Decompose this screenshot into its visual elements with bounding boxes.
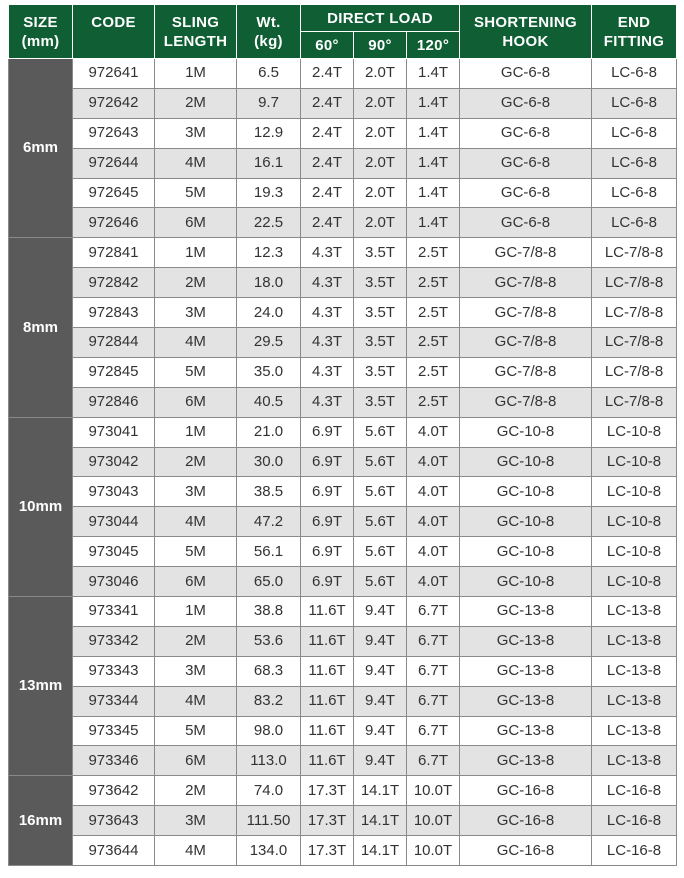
end-fitting-cell: LC-10-8 [592,507,677,537]
load-120-cell: 1.4T [407,59,460,89]
weight-cell: 68.3 [237,656,301,686]
load-90-cell: 14.1T [354,836,407,866]
load-90-cell: 3.5T [354,357,407,387]
load-120-cell: 2.5T [407,387,460,417]
code-cell: 973643 [73,806,155,836]
header-size-label: SIZE (mm) [21,13,60,50]
weight-cell: 9.7 [237,88,301,118]
table-row [9,567,677,597]
shortening-hook-cell: GC-10-8 [460,537,592,567]
table-row [9,537,677,567]
table-row [9,118,677,148]
end-fitting-cell: LC-10-8 [592,537,677,567]
size-cell: 10mm [9,417,73,596]
code-cell: 972845 [73,357,155,387]
weight-cell: 24.0 [237,298,301,328]
weight-cell: 12.9 [237,118,301,148]
sling-length-cell: 2M [155,626,237,656]
shortening-hook-cell: GC-6-8 [460,118,592,148]
weight-cell: 65.0 [237,567,301,597]
shortening-hook-cell: GC-7/8-8 [460,357,592,387]
table-row [9,656,677,686]
end-fitting-cell: LC-13-8 [592,686,677,716]
table-row [9,417,677,447]
load-120-cell: 1.4T [407,118,460,148]
header-shortening-hook-label: SHORTENING HOOK [474,13,578,50]
sling-length-cell: 3M [155,298,237,328]
sling-length-cell: 2M [155,776,237,806]
shortening-hook-cell: GC-16-8 [460,836,592,866]
header-angle-60: 60° [301,32,354,59]
end-fitting-cell: LC-7/8-8 [592,238,677,268]
load-60-cell: 6.9T [301,567,354,597]
load-120-cell: 6.7T [407,686,460,716]
load-90-cell: 2.0T [354,208,407,238]
load-120-cell: 2.5T [407,328,460,358]
shortening-hook-cell: GC-10-8 [460,567,592,597]
end-fitting-cell: LC-6-8 [592,118,677,148]
load-120-cell: 1.4T [407,148,460,178]
sling-length-cell: 4M [155,507,237,537]
sling-length-cell: 2M [155,88,237,118]
load-90-cell: 5.6T [354,447,407,477]
load-60-cell: 4.3T [301,298,354,328]
end-fitting-cell: LC-10-8 [592,567,677,597]
load-60-cell: 17.3T [301,776,354,806]
end-fitting-cell: LC-6-8 [592,208,677,238]
code-cell: 973042 [73,447,155,477]
sling-length-cell: 6M [155,567,237,597]
sling-length-cell: 4M [155,836,237,866]
shortening-hook-cell: GC-13-8 [460,597,592,627]
end-fitting-cell: LC-7/8-8 [592,268,677,298]
end-fitting-cell: LC-7/8-8 [592,328,677,358]
shortening-hook-cell: GC-10-8 [460,477,592,507]
header-weight-label: Wt. (kg) [254,13,283,50]
code-cell: 973345 [73,716,155,746]
weight-cell: 113.0 [237,746,301,776]
header-end-fitting [592,5,677,59]
code-cell: 973644 [73,836,155,866]
load-120-cell: 6.7T [407,656,460,686]
load-90-cell: 5.6T [354,507,407,537]
load-60-cell: 4.3T [301,238,354,268]
table-row [9,59,677,89]
load-120-cell: 10.0T [407,836,460,866]
size-cell: 6mm [9,59,73,238]
shortening-hook-cell: GC-13-8 [460,746,592,776]
shortening-hook-cell: GC-6-8 [460,88,592,118]
code-cell: 973642 [73,776,155,806]
load-90-cell: 9.4T [354,686,407,716]
table-row [9,268,677,298]
table-row [9,776,677,806]
weight-cell: 53.6 [237,626,301,656]
table-row [9,447,677,477]
shortening-hook-cell: GC-6-8 [460,178,592,208]
sling-length-cell: 3M [155,118,237,148]
weight-cell: 16.1 [237,148,301,178]
load-60-cell: 2.4T [301,148,354,178]
header-code: CODE [73,5,155,59]
end-fitting-cell: LC-10-8 [592,477,677,507]
table-row [9,298,677,328]
load-60-cell: 17.3T [301,836,354,866]
sling-length-cell: 5M [155,178,237,208]
table-header [9,5,677,59]
load-120-cell: 6.7T [407,716,460,746]
load-90-cell: 9.4T [354,656,407,686]
sling-length-cell: 1M [155,597,237,627]
code-cell: 973041 [73,417,155,447]
end-fitting-cell: LC-10-8 [592,447,677,477]
load-60-cell: 4.3T [301,268,354,298]
load-120-cell: 4.0T [407,537,460,567]
weight-cell: 21.0 [237,417,301,447]
load-120-cell: 4.0T [407,477,460,507]
load-60-cell: 11.6T [301,626,354,656]
load-60-cell: 6.9T [301,537,354,567]
load-60-cell: 6.9T [301,417,354,447]
load-120-cell: 1.4T [407,88,460,118]
load-90-cell: 3.5T [354,238,407,268]
weight-cell: 18.0 [237,268,301,298]
code-cell: 973044 [73,507,155,537]
end-fitting-cell: LC-6-8 [592,178,677,208]
load-120-cell: 2.5T [407,238,460,268]
load-60-cell: 11.6T [301,656,354,686]
sling-length-cell: 1M [155,238,237,268]
code-cell: 972842 [73,268,155,298]
weight-cell: 12.3 [237,238,301,268]
weight-cell: 38.5 [237,477,301,507]
header-weight [237,5,301,59]
sling-length-cell: 3M [155,477,237,507]
load-120-cell: 6.7T [407,597,460,627]
shortening-hook-cell: GC-6-8 [460,59,592,89]
table-row [9,716,677,746]
sling-length-cell: 1M [155,417,237,447]
table-body [9,59,677,866]
weight-cell: 40.5 [237,387,301,417]
table-row [9,357,677,387]
sling-length-cell: 6M [155,387,237,417]
load-90-cell: 2.0T [354,59,407,89]
shortening-hook-cell: GC-10-8 [460,447,592,477]
load-120-cell: 4.0T [407,507,460,537]
load-90-cell: 14.1T [354,776,407,806]
code-cell: 973346 [73,746,155,776]
code-cell: 973343 [73,656,155,686]
table-row [9,387,677,417]
end-fitting-cell: LC-6-8 [592,59,677,89]
table-row [9,328,677,358]
code-cell: 973043 [73,477,155,507]
header-direct-load: DIRECT LOAD [301,5,460,32]
load-60-cell: 11.6T [301,597,354,627]
load-120-cell: 1.4T [407,178,460,208]
shortening-hook-cell: GC-16-8 [460,776,592,806]
weight-cell: 111.50 [237,806,301,836]
load-60-cell: 2.4T [301,88,354,118]
code-cell: 972844 [73,328,155,358]
load-90-cell: 9.4T [354,746,407,776]
code-cell: 972643 [73,118,155,148]
weight-cell: 98.0 [237,716,301,746]
table-row [9,238,677,268]
sling-length-cell: 6M [155,208,237,238]
shortening-hook-cell: GC-6-8 [460,148,592,178]
weight-cell: 29.5 [237,328,301,358]
code-cell: 973342 [73,626,155,656]
load-90-cell: 3.5T [354,268,407,298]
code-cell: 972641 [73,59,155,89]
sling-length-cell: 4M [155,148,237,178]
sling-length-cell: 5M [155,357,237,387]
end-fitting-cell: LC-6-8 [592,88,677,118]
weight-cell: 30.0 [237,447,301,477]
sling-length-cell: 2M [155,268,237,298]
sling-spec-table [8,4,677,866]
shortening-hook-cell: GC-7/8-8 [460,298,592,328]
end-fitting-cell: LC-6-8 [592,148,677,178]
header-shortening-hook [460,5,592,59]
code-cell: 972843 [73,298,155,328]
table-row [9,597,677,627]
table-row [9,507,677,537]
load-60-cell: 11.6T [301,686,354,716]
load-60-cell: 6.9T [301,507,354,537]
table-row [9,806,677,836]
shortening-hook-cell: GC-13-8 [460,716,592,746]
end-fitting-cell: LC-7/8-8 [592,357,677,387]
weight-cell: 19.3 [237,178,301,208]
sling-length-cell: 4M [155,686,237,716]
load-90-cell: 2.0T [354,88,407,118]
load-90-cell: 5.6T [354,537,407,567]
table-row [9,626,677,656]
shortening-hook-cell: GC-7/8-8 [460,238,592,268]
code-cell: 972642 [73,88,155,118]
sling-length-cell: 6M [155,746,237,776]
load-120-cell: 10.0T [407,806,460,836]
end-fitting-cell: LC-13-8 [592,626,677,656]
end-fitting-cell: LC-7/8-8 [592,387,677,417]
load-120-cell: 10.0T [407,776,460,806]
weight-cell: 35.0 [237,357,301,387]
shortening-hook-cell: GC-13-8 [460,656,592,686]
header-angle-90: 90° [354,32,407,59]
shortening-hook-cell: GC-16-8 [460,806,592,836]
load-120-cell: 4.0T [407,567,460,597]
load-90-cell: 3.5T [354,387,407,417]
table-row [9,686,677,716]
table-row [9,178,677,208]
table-row [9,88,677,118]
weight-cell: 38.8 [237,597,301,627]
load-90-cell: 2.0T [354,148,407,178]
table-row [9,746,677,776]
load-90-cell: 5.6T [354,567,407,597]
load-90-cell: 2.0T [354,118,407,148]
end-fitting-cell: LC-13-8 [592,656,677,686]
load-60-cell: 11.6T [301,716,354,746]
table-row [9,836,677,866]
load-60-cell: 2.4T [301,208,354,238]
size-cell: 16mm [9,776,73,866]
end-fitting-cell: LC-16-8 [592,776,677,806]
shortening-hook-cell: GC-7/8-8 [460,268,592,298]
load-60-cell: 2.4T [301,178,354,208]
end-fitting-cell: LC-7/8-8 [592,298,677,328]
code-cell: 973045 [73,537,155,567]
shortening-hook-cell: GC-7/8-8 [460,387,592,417]
header-size [9,5,73,59]
load-120-cell: 1.4T [407,208,460,238]
weight-cell: 6.5 [237,59,301,89]
size-cell: 8mm [9,238,73,417]
load-60-cell: 2.4T [301,118,354,148]
table-row [9,148,677,178]
load-60-cell: 4.3T [301,357,354,387]
weight-cell: 22.5 [237,208,301,238]
load-60-cell: 4.3T [301,328,354,358]
code-cell: 972644 [73,148,155,178]
shortening-hook-cell: GC-10-8 [460,417,592,447]
sling-length-cell: 5M [155,537,237,567]
end-fitting-cell: LC-13-8 [592,716,677,746]
code-cell: 973344 [73,686,155,716]
load-60-cell: 6.9T [301,477,354,507]
load-90-cell: 14.1T [354,806,407,836]
sling-length-cell: 4M [155,328,237,358]
load-90-cell: 9.4T [354,626,407,656]
load-90-cell: 3.5T [354,298,407,328]
end-fitting-cell: LC-13-8 [592,597,677,627]
load-60-cell: 2.4T [301,59,354,89]
load-90-cell: 9.4T [354,716,407,746]
load-120-cell: 2.5T [407,357,460,387]
sling-length-cell: 5M [155,716,237,746]
sling-length-cell: 3M [155,656,237,686]
weight-cell: 56.1 [237,537,301,567]
shortening-hook-cell: GC-6-8 [460,208,592,238]
load-120-cell: 2.5T [407,298,460,328]
end-fitting-cell: LC-16-8 [592,836,677,866]
header-sling-length [155,5,237,59]
shortening-hook-cell: GC-13-8 [460,626,592,656]
end-fitting-cell: LC-13-8 [592,746,677,776]
load-60-cell: 17.3T [301,806,354,836]
table-row [9,477,677,507]
table-row [9,208,677,238]
shortening-hook-cell: GC-10-8 [460,507,592,537]
code-cell: 972645 [73,178,155,208]
load-60-cell: 4.3T [301,387,354,417]
sling-length-cell: 3M [155,806,237,836]
shortening-hook-cell: GC-13-8 [460,686,592,716]
weight-cell: 83.2 [237,686,301,716]
code-cell: 973046 [73,567,155,597]
header-angle-120: 120° [407,32,460,59]
load-60-cell: 6.9T [301,447,354,477]
shortening-hook-cell: GC-7/8-8 [460,328,592,358]
end-fitting-cell: LC-10-8 [592,417,677,447]
load-120-cell: 4.0T [407,417,460,447]
weight-cell: 134.0 [237,836,301,866]
code-cell: 972646 [73,208,155,238]
weight-cell: 74.0 [237,776,301,806]
sling-length-cell: 1M [155,59,237,89]
load-120-cell: 6.7T [407,626,460,656]
load-120-cell: 2.5T [407,268,460,298]
code-cell: 972841 [73,238,155,268]
load-90-cell: 9.4T [354,597,407,627]
header-end-fitting-label: END FITTING [603,13,665,50]
load-60-cell: 11.6T [301,746,354,776]
sling-length-cell: 2M [155,447,237,477]
load-90-cell: 3.5T [354,328,407,358]
code-cell: 972846 [73,387,155,417]
size-cell: 13mm [9,597,73,776]
header-sling-length-label: SLING LENGTH [163,14,228,50]
load-120-cell: 6.7T [407,746,460,776]
load-120-cell: 4.0T [407,447,460,477]
load-90-cell: 5.6T [354,417,407,447]
code-cell: 973341 [73,597,155,627]
load-90-cell: 2.0T [354,178,407,208]
weight-cell: 47.2 [237,507,301,537]
load-90-cell: 5.6T [354,477,407,507]
end-fitting-cell: LC-16-8 [592,806,677,836]
